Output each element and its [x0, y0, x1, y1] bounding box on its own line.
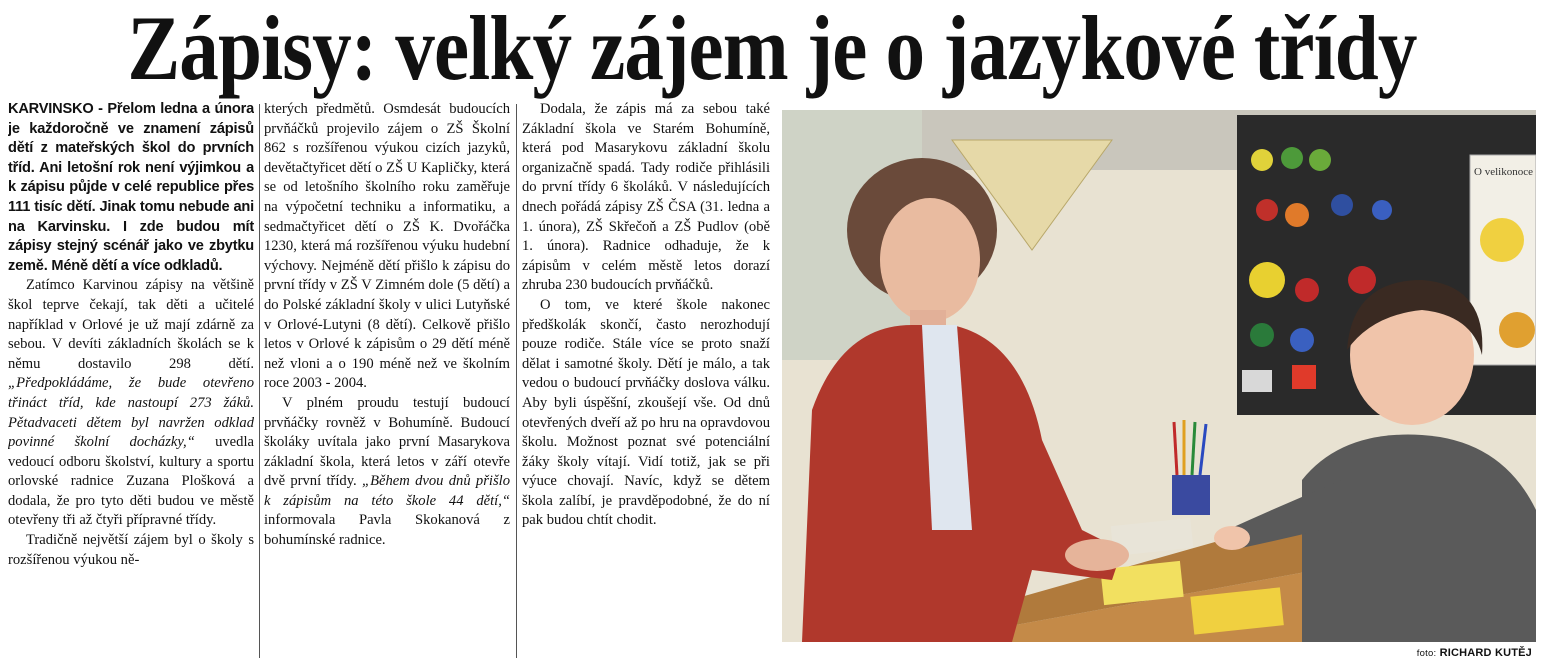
column-rule	[259, 104, 260, 658]
article-column-2	[264, 100, 510, 662]
photo-illustration	[782, 110, 1536, 642]
board-shape	[1249, 262, 1285, 298]
board-shape	[1250, 323, 1274, 347]
board-shape	[1348, 266, 1376, 294]
poster-text: O velikonoce	[1474, 166, 1533, 178]
boy-sweater	[1302, 435, 1536, 642]
board-shape	[1295, 278, 1319, 302]
woman-face	[880, 198, 980, 322]
body-paragraph: Dodala, že zápis má za sebou také Základní škola ve Starém Bohumíně, která pod Masarykovu základní školu organizačně spadá. Tady rodiče přihlásili do první třídy 6 školáků. V následujících dnech pořádá zápisy ZŠ ČSA (31. ledna a 1. února), ZŠ Skřečoň a ZŠ Pudlov (obě 1. února). Radnice odhaduje, že k zápisům v celém městě letos dorazí zhruba 230 budoucích prvňáčků.	[522, 101, 770, 294]
headline: Zápisy: velký zájem je o jazykové třídy	[127, 0, 1417, 99]
body-paragraph: Tradičně největší zájem byl o školy s rozšířenou výukou ně-	[8, 532, 254, 568]
quote: „Během dvou dnů přišlo k zápisům na této škole 44 dětí,“	[264, 473, 510, 509]
poster-drawing	[1499, 312, 1535, 348]
board-shape	[1251, 149, 1273, 171]
pencil-cup	[1172, 475, 1210, 515]
quote: „Předpokládáme, že bude otevřeno třináct tříd, kde nastoupí 273 žáků. Pětadvaceti dětem byl navržen odklad povinné školní docházky,“	[8, 375, 254, 451]
board-shape	[1290, 328, 1314, 352]
boy-hand	[1214, 526, 1250, 550]
body-paragraph	[8, 276, 254, 531]
lead-paragraph: KARVINSKO - Přelom ledna a února je každoročně ve znamení zápisů dětí z mateřských škol do prvních tříd. Ani letošní rok není výjimkou a k zápisu půjde v celé republice přes 111 tisíc dětí. Jinak tomu nebude ani na Karvinsku. I zde budou mít zápisy stejný scénář jako ve zbytku země. Méně dětí a více odkladů.	[8, 101, 254, 274]
board-shape	[1309, 149, 1331, 171]
text-run: V plném proudu testují budoucí prvňáčky rovněž v Bohumíně. Budoucí školáky uvítala jako první Masarykova základní škola, která letos v září otevře dvě první třídy.	[264, 394, 510, 490]
board-shape	[1292, 365, 1316, 389]
credit-label: foto:	[1416, 648, 1437, 659]
credit-name: RICHARD KUTĚJ	[1439, 647, 1532, 659]
text-run: uvedla vedoucí odboru školství, kultury a sportu orlovské radnice Zuzana Plošková a dodala, že pro tyto děti budou ve městě otevřeny tři až čtyři přípravné třídy.	[8, 434, 254, 529]
column-rule	[516, 104, 517, 658]
woman-hands	[1065, 539, 1129, 571]
body-paragraph	[264, 394, 510, 551]
board-shape	[1285, 203, 1309, 227]
body-paragraph: O tom, ve které škole nakonec předškolák skončí, často nerozhodují pouze rodiče. Stále více se proto snaží dělat i samotné školy. Dětí je málo, a tak vedou o budoucí prvňáčky doslova válku. Aby byli úspěšní, zkoušejí vše. Od dnů otevřených dveří až po hru na opravdovou školu. Možnost poznat své potenciální žáky školy vítají. Vidí totiž, jak se při výuce chovají. Navíc, když se dětem škola zalíbí, je pravděpodobné, že do ní pak budou chtít chodit.	[522, 296, 770, 529]
board-shape	[1242, 370, 1272, 392]
article-photo	[782, 110, 1536, 642]
board-shape	[1256, 199, 1278, 221]
article-column-1	[8, 100, 254, 662]
board-shape	[1331, 194, 1353, 216]
poster-drawing	[1480, 218, 1524, 262]
body-paragraph: kterých předmětů. Osmdesát budoucích prvňáčků projevilo zájem o ZŠ Školní 862 s rozšířenou výukou cizích jazyků, devětačtyřicet dětí o ZŠ U Kapličky, která se od letošního školního roku zaměřuje na výpočetní techniku a informatiku, a sedmačtyřicet dětí o ZŠ K. Dvořáčka 1230, která má rozšířenou výuku hudební výchovy. Nejméně dětí přišlo k zápisu do první třídy v ZŠ V Zimném dole (5 dětí) a do Polské základní školy v ulici Lutyňské v Orlové-Lutyni (8 dětí). Celkově přišlo letos v Orlové k zápisům o 29 dětí méně než vloni a o 190 méně než ve školním roce 2003 - 2004.	[264, 101, 510, 392]
photo-credit	[1417, 647, 1532, 659]
article-column-3	[522, 100, 770, 662]
text-run: Zatímco Karvinou zápisy na většině škol teprve čekají, tak děti a učitelé například v Orlové je už mají zdárně za sebou. V devíti základních školách se k němu dostavilo 298 dětí.	[8, 277, 254, 372]
text-run: informovala Pavla Skokanová z bohumínské radnice.	[264, 512, 510, 549]
board-shape	[1281, 147, 1303, 169]
board-shape	[1372, 200, 1392, 220]
